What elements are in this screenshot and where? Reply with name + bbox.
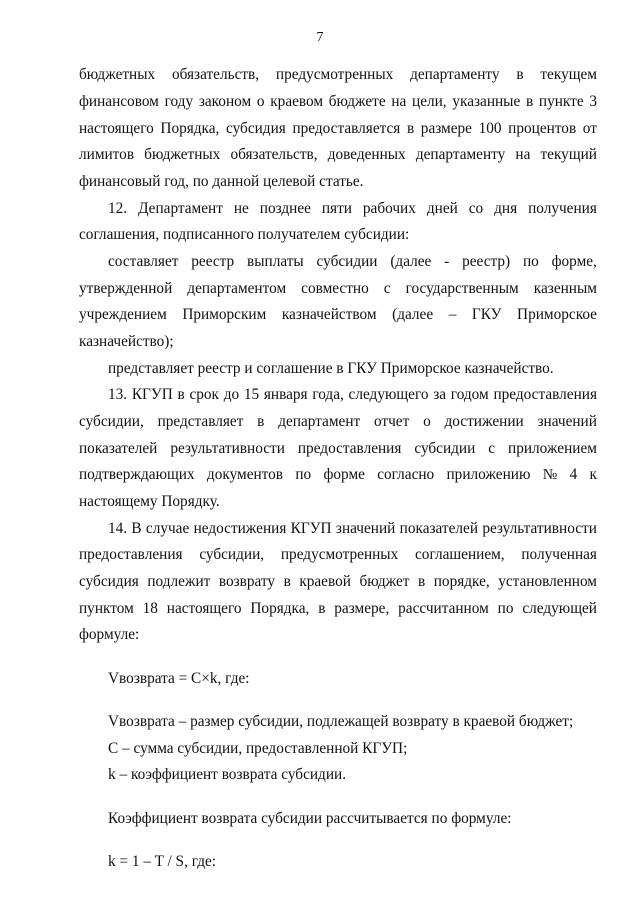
text-line: Vвозврата – размер субсидии, подлежащей возврату в краевой бюджет; [108,713,574,730]
text-line: настоящего Порядка, субсидия предоставляется в размере 100 процентов от [79,120,597,137]
page-number: 7 [316,30,324,45]
text-line: представляет реестр и соглашение в ГКУ Приморское казначейство. [108,360,554,377]
text-line: финансовый год, по данной целевой статье. [79,173,364,190]
text-line: соглашения, подписанного получателем субсидии: [79,226,410,243]
text-line: утвержденной департаментом совместно с государственным казенным [79,280,597,297]
text-line: пунктом 18 настоящего Порядка, в размере, рассчитанном по следующей [79,600,597,617]
text-line: 12. Департамент не позднее пяти рабочих дней со дня получения [108,200,597,217]
text-line: Коэффициент возврата субсидии рассчитывается по формуле: [108,810,512,827]
text-line: k – коэффициент возврата субсидии. [108,766,347,783]
text-line: субсидия подлежит возврату в краевой бюджет в порядке, установленном [79,573,597,590]
text-line: подтверждающих документов по форме согласно приложению № 4 к [79,466,597,483]
text-line: 14. В случае недостижения КГУП значений показателей результативности [108,520,597,537]
text-line: k = 1 – T / S, где: [108,853,217,870]
text-line: учреждением Приморским казначейством (далее – ГКУ Приморское [79,306,597,323]
text-line: субсидии, представляет в департамент отчет о достижении значений [79,413,597,430]
text-line: показателей результативности предоставления субсидии с приложением [79,440,597,457]
text-line: лимитов бюджетных обязательств, доведенных департаменту на текущий [79,146,597,163]
text-line: составляет реестр выплаты субсидии (далее - реестр) по форме, [108,253,597,270]
text-line: настоящему Порядку. [79,493,220,510]
text-line: Vвозврата = С×k, где: [108,670,250,687]
text-line: предоставления субсидии, предусмотренных соглашением, полученная [79,546,597,563]
text-line: казначейство); [79,333,174,350]
text-line: финансовом году законом о краевом бюджете на цели, указанные в пункте 3 [79,93,597,110]
text-line: С – сумма субсидии, предоставленной КГУП; [108,740,408,757]
text-line: формуле: [79,626,140,643]
text-line: 13. КГУП в срок до 15 января года, следующего за годом предоставления [108,386,597,403]
text-line: бюджетных обязательств, предусмотренных департаменту в текущем [79,66,597,83]
